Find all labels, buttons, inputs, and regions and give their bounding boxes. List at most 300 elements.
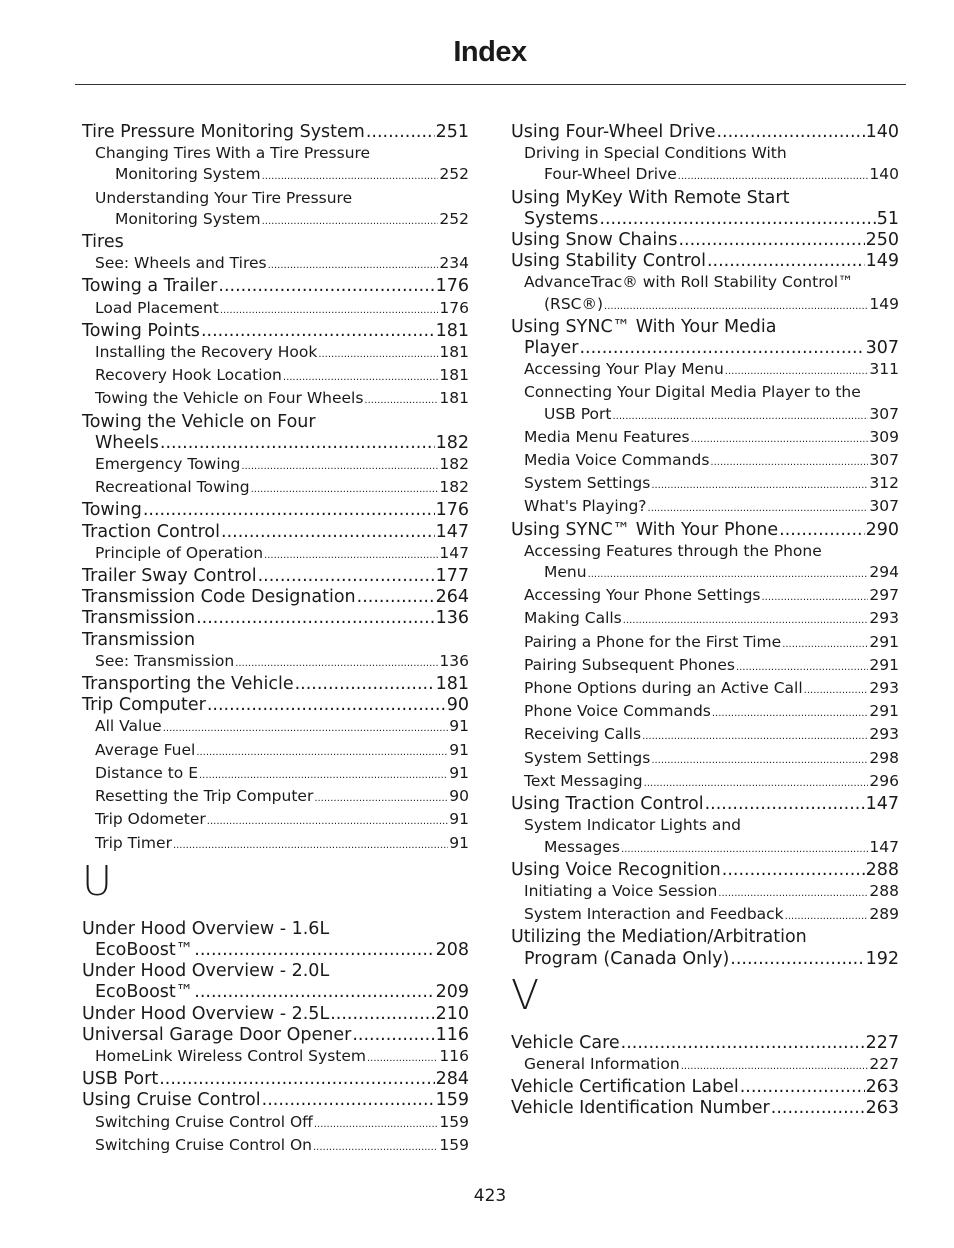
entry-text: Making Calls [524, 609, 622, 628]
index-entry [82, 940, 469, 961]
entry-text: Phone Options during an Active Call [524, 679, 803, 698]
dot-leader [283, 367, 439, 388]
index-entry [511, 338, 899, 359]
dot-leader [201, 321, 435, 342]
dot-leader [604, 296, 868, 317]
index-entry [82, 982, 469, 1003]
index-entry [82, 122, 469, 143]
entry-text: Menu [544, 563, 587, 582]
entry-page-number: 192 [865, 948, 899, 969]
dot-leader [220, 300, 439, 321]
entry-text: Using SYNC™ With Your Media [511, 316, 777, 337]
entry-text: General Information [524, 1054, 680, 1073]
index-entry [82, 276, 469, 297]
entry-page-number: 90 [449, 787, 469, 806]
entry-text: Switching Cruise Control On [95, 1135, 312, 1154]
entry-text: See: Wheels and Tires [95, 254, 267, 273]
index-subentry [82, 716, 469, 739]
entry-text: Text Messaging [524, 771, 643, 790]
entry-page-number: 181 [439, 366, 469, 385]
entry-text: (RSC®) [544, 294, 604, 313]
dot-leader [196, 742, 448, 763]
dot-leader [730, 949, 864, 970]
dot-leader [621, 839, 868, 860]
dot-leader [623, 610, 869, 631]
entry-text: Driving in Special Conditions With [524, 144, 787, 163]
index-entry [82, 321, 469, 342]
entry-page-number: 182 [435, 432, 469, 453]
entry-text: Accessing Your Phone Settings [524, 586, 761, 605]
index-subentry [511, 294, 899, 317]
index-entry [511, 251, 899, 272]
dot-leader [143, 500, 435, 521]
index-subentry [511, 904, 899, 927]
index-entry [82, 695, 469, 716]
dot-leader [648, 498, 869, 519]
entry-text: Using MyKey With Remote Start [511, 187, 790, 208]
index-subentry [511, 881, 899, 904]
entry-text: Using Voice Recognition [511, 859, 721, 880]
dot-leader [262, 166, 439, 187]
index-subentry [82, 651, 469, 674]
index-subentry [82, 298, 469, 321]
entry-page-number: 91 [449, 810, 469, 829]
entry-page-number: 252 [439, 209, 469, 228]
index-entry [511, 949, 899, 970]
entry-text: Towing a Trailer [82, 276, 218, 297]
entry-page-number: 159 [439, 1135, 469, 1154]
section-letter: U [82, 856, 113, 905]
entry-page-number: 177 [435, 566, 469, 587]
index-subentry [82, 763, 469, 786]
dot-leader [314, 788, 448, 809]
entry-text: Program (Canada Only) [524, 948, 730, 969]
index-subentry [511, 562, 899, 585]
entry-text: Vehicle Identification Number [511, 1098, 770, 1119]
entry-page-number: 147 [439, 543, 469, 562]
dot-leader [163, 718, 449, 739]
dot-leader [678, 230, 864, 251]
index-subentry [511, 608, 899, 631]
entry-text: Trip Odometer [95, 810, 206, 829]
index-subentry [511, 837, 899, 860]
index-entry [511, 794, 899, 815]
entry-text: Connecting Your Digital Media Player to the [524, 383, 861, 402]
entry-text: Using Traction Control [511, 794, 704, 815]
dot-leader [588, 564, 869, 585]
entry-text: Pairing Subsequent Phones [524, 655, 735, 674]
entry-text: All Value [95, 717, 162, 736]
entry-text: Transmission Code Designation [82, 587, 356, 608]
index-subentry [82, 388, 469, 411]
index-subentry [82, 209, 469, 232]
dot-leader [221, 522, 435, 543]
dot-leader [716, 122, 864, 143]
index-entry [511, 230, 899, 251]
dot-leader [782, 634, 868, 655]
entry-text: What's Playing? [524, 497, 647, 516]
entry-page-number: 149 [869, 294, 899, 313]
entry-page-number: 176 [439, 298, 469, 317]
index-subentry [82, 740, 469, 763]
index-subentry [511, 382, 899, 403]
entry-page-number: 208 [435, 939, 469, 960]
index-entry [511, 317, 899, 338]
entry-text: Under Hood Overview - 1.6L [82, 918, 330, 939]
index-subentry [82, 1112, 469, 1135]
entry-text: Towing the Vehicle on Four Wheels [95, 389, 364, 408]
entry-page-number: 91 [449, 740, 469, 759]
entry-text: System Settings [524, 748, 651, 767]
entry-page-number: 297 [869, 586, 899, 605]
entry-text: Tires [82, 232, 124, 253]
entry-text: HomeLink Wireless Control System [95, 1046, 366, 1065]
entry-text: Recovery Hook Location [95, 366, 282, 385]
dot-leader [718, 883, 868, 904]
entry-text: Monitoring System [115, 209, 261, 228]
entry-text: Changing Tires With a Tire Pressure [95, 144, 371, 163]
entry-text: Towing [82, 500, 142, 521]
index-subentry [82, 1135, 469, 1158]
dot-leader [366, 122, 435, 143]
dot-leader [722, 860, 865, 881]
dot-leader [612, 406, 868, 427]
dot-leader [762, 587, 869, 608]
dot-leader [678, 166, 869, 187]
dot-leader [736, 657, 868, 678]
entry-page-number: 252 [439, 165, 469, 184]
entry-page-number: 90 [446, 695, 469, 716]
dot-leader [771, 1098, 865, 1119]
index-subentry [511, 724, 899, 747]
entry-text: Under Hood Overview - 2.0L [82, 961, 330, 982]
index-column-right [511, 122, 899, 1120]
entry-page-number: 264 [435, 587, 469, 608]
entry-text: System Interaction and Feedback [524, 905, 784, 924]
index-entry [82, 630, 469, 651]
dot-leader [194, 940, 434, 961]
index-entry [511, 520, 899, 541]
entry-text: Distance to E [95, 763, 198, 782]
index-subentry [511, 771, 899, 794]
entry-page-number: 290 [865, 519, 899, 540]
dot-leader [313, 1137, 438, 1158]
entry-page-number: 149 [865, 251, 899, 272]
dot-leader [251, 479, 439, 500]
entry-text: Using Four-Wheel Drive [511, 122, 716, 142]
entry-page-number: 309 [869, 427, 899, 446]
entry-page-number: 291 [869, 702, 899, 721]
entry-text: Installing the Recovery Hook [95, 343, 318, 362]
page-title: Index [453, 36, 527, 68]
entry-page-number: 181 [435, 674, 469, 695]
entry-page-number: 136 [439, 651, 469, 670]
entry-text: Trailer Sway Control [82, 566, 257, 587]
index-subentry [511, 655, 899, 678]
dot-leader [268, 255, 439, 276]
index-entry [511, 927, 899, 948]
entry-page-number: 251 [435, 122, 469, 142]
index-subentry [82, 164, 469, 187]
entry-page-number: 181 [439, 343, 469, 362]
dot-leader [314, 1114, 439, 1135]
index-entry [82, 1090, 469, 1111]
dot-leader [262, 1090, 435, 1111]
entry-text: Wheels [95, 432, 159, 453]
entry-text: Media Menu Features [524, 427, 690, 446]
title-divider [75, 84, 906, 85]
entry-page-number: 91 [449, 717, 469, 736]
index-subentry [511, 632, 899, 655]
dot-leader [621, 1033, 865, 1054]
entry-text: Under Hood Overview - 2.5L [82, 1003, 330, 1024]
entry-page-number: 296 [869, 771, 899, 790]
entry-page-number: 294 [869, 563, 899, 582]
dot-leader [651, 475, 868, 496]
dot-leader [264, 545, 438, 566]
index-entry [511, 1033, 899, 1054]
index-subentry [511, 701, 899, 724]
index-entry [82, 433, 469, 454]
entry-page-number: 91 [449, 833, 469, 852]
entry-text: System Indicator Lights and [524, 816, 741, 835]
entry-text: Systems [524, 208, 599, 229]
entry-page-number: 182 [439, 478, 469, 497]
entry-page-number: 263 [865, 1077, 899, 1098]
entry-page-number: 293 [869, 609, 899, 628]
entry-text: Towing the Vehicle on Four [82, 411, 316, 432]
entry-page-number: 298 [869, 748, 899, 767]
index-entry [82, 412, 469, 433]
index-subentry [511, 359, 899, 382]
index-subentry [82, 809, 469, 832]
dot-leader [707, 251, 865, 272]
index-subentry [511, 272, 899, 293]
entry-page-number: 147 [435, 521, 469, 542]
dot-leader [196, 608, 435, 629]
dot-leader [681, 1056, 869, 1077]
index-entry [511, 860, 899, 881]
dot-leader [318, 344, 438, 365]
index-subentry [511, 143, 899, 164]
entry-text: AdvanceTrac® with Roll Stability Control™ [524, 273, 854, 292]
entry-text: EcoBoost™ [95, 939, 194, 960]
dot-leader [642, 726, 868, 747]
dot-leader [740, 1077, 865, 1098]
dot-leader [599, 209, 875, 230]
index-entry [82, 232, 469, 253]
entry-page-number: 91 [449, 763, 469, 782]
entry-text: USB Port [544, 404, 612, 423]
entry-text: Using Cruise Control [82, 1090, 261, 1111]
dot-leader [241, 456, 438, 477]
index-entry [511, 122, 899, 143]
index-subentry [511, 473, 899, 496]
index-entry [82, 608, 469, 629]
index-entry [82, 1069, 469, 1090]
entry-page-number: 307 [869, 451, 899, 470]
dot-leader [785, 906, 869, 927]
index-subentry [82, 253, 469, 276]
entry-text: Using Stability Control [511, 251, 706, 272]
entry-text: Principle of Operation [95, 543, 264, 562]
dot-leader [258, 566, 435, 587]
entry-text: Vehicle Certification Label [511, 1077, 739, 1098]
index-entry [511, 209, 899, 230]
entry-page-number: 307 [869, 497, 899, 516]
index-entry [82, 566, 469, 587]
index-subentry [511, 164, 899, 187]
index-subentry [511, 678, 899, 701]
entry-text: Pairing a Phone for the First Time [524, 632, 782, 651]
dot-leader [705, 794, 865, 815]
entry-page-number: 210 [435, 1003, 469, 1024]
dot-leader [262, 211, 439, 232]
entry-page-number: 289 [869, 905, 899, 924]
dot-leader [207, 811, 448, 832]
entry-text: Phone Voice Commands [524, 702, 711, 721]
entry-text: System Settings [524, 474, 651, 493]
dot-leader [159, 1069, 434, 1090]
index-subentry [82, 543, 469, 566]
entry-page-number: 291 [869, 632, 899, 651]
entry-text: USB Port [82, 1069, 159, 1090]
entry-page-number: 293 [869, 679, 899, 698]
entry-page-number: 140 [869, 165, 899, 184]
entry-page-number: 284 [435, 1069, 469, 1090]
entry-text: Transmission [82, 629, 196, 650]
index-subentry [511, 585, 899, 608]
dot-leader [352, 1025, 434, 1046]
index-entry [82, 1004, 469, 1025]
entry-page-number: 136 [435, 608, 469, 629]
index-entry [82, 1025, 469, 1046]
entry-page-number: 291 [869, 655, 899, 674]
index-entry [82, 919, 469, 940]
entry-page-number: 159 [439, 1112, 469, 1131]
index-column-left [82, 122, 469, 1158]
entry-text: Trip Timer [95, 833, 172, 852]
dot-leader [194, 982, 434, 1003]
dot-leader [173, 835, 448, 856]
index-entry [82, 961, 469, 982]
index-subentry [511, 815, 899, 836]
dot-leader [160, 433, 435, 454]
entry-text: Initiating a Voice Session [524, 881, 718, 900]
dot-leader [357, 587, 435, 608]
entry-text: Using SYNC™ With Your Phone [511, 519, 779, 540]
index-subentry [82, 786, 469, 809]
entry-text: Trip Computer [82, 695, 206, 716]
entry-text: Load Placement [95, 298, 219, 317]
entry-text: Player [524, 338, 579, 359]
entry-text: Media Voice Commands [524, 451, 710, 470]
index-subentry [82, 365, 469, 388]
index-subentry [511, 1054, 899, 1077]
entry-page-number: 234 [439, 254, 469, 273]
entry-text: Monitoring System [115, 165, 261, 184]
dot-leader [295, 674, 435, 695]
index-entry [511, 188, 899, 209]
entry-text: Using Snow Chains [511, 230, 678, 251]
entry-text: Messages [544, 837, 621, 856]
dot-leader [651, 750, 868, 771]
entry-page-number: 176 [435, 276, 469, 297]
index-subentry [82, 143, 469, 164]
entry-page-number: 181 [435, 320, 469, 341]
entry-text: See: Transmission [95, 651, 235, 670]
entry-page-number: 176 [435, 500, 469, 521]
index-subentry [511, 496, 899, 519]
dot-leader [644, 773, 869, 794]
index-subentry [511, 450, 899, 473]
entry-text: Traction Control [82, 521, 221, 542]
index-entry [82, 587, 469, 608]
entry-page-number: 116 [439, 1046, 469, 1065]
entry-text: Towing Points [82, 320, 200, 341]
section-letter: V [511, 970, 540, 1019]
index-subentry [82, 477, 469, 500]
entry-page-number: 181 [439, 389, 469, 408]
entry-page-number: 116 [435, 1024, 469, 1045]
entry-page-number: 293 [869, 725, 899, 744]
entry-page-number: 147 [865, 794, 899, 815]
index-subentry [82, 342, 469, 365]
index-entry [82, 522, 469, 543]
entry-page-number: 227 [869, 1054, 899, 1073]
entry-text: Understanding Your Tire Pressure [95, 188, 353, 207]
entry-page-number: 209 [435, 982, 469, 1003]
index-subentry [511, 748, 899, 771]
entry-text: Accessing Features through the Phone [524, 541, 822, 560]
entry-page-number: 250 [865, 230, 899, 251]
entry-page-number: 159 [435, 1090, 469, 1111]
entry-text: Emergency Towing [95, 455, 241, 474]
entry-page-number: 227 [865, 1032, 899, 1053]
index-entry [511, 1098, 899, 1119]
entry-text: Accessing Your Play Menu [524, 360, 724, 379]
entry-text: Recreational Towing [95, 478, 250, 497]
entry-text: Transmission [82, 608, 196, 629]
entry-text: Transporting the Vehicle [82, 674, 294, 695]
index-subentry [511, 541, 899, 562]
dot-leader [235, 653, 438, 674]
index-subentry [511, 427, 899, 450]
dot-leader [199, 765, 448, 786]
entry-page-number: 140 [865, 122, 899, 142]
index-entry [82, 674, 469, 695]
entry-page-number: 182 [439, 455, 469, 474]
dot-leader [779, 520, 864, 541]
entry-page-number: 51 [876, 208, 899, 229]
entry-page-number: 147 [869, 837, 899, 856]
entry-text: Universal Garage Door Opener [82, 1024, 352, 1045]
dot-leader [330, 1004, 434, 1025]
dot-leader [725, 361, 869, 382]
page-number: 423 [473, 1186, 507, 1206]
dot-leader [579, 338, 864, 359]
index-subentry [511, 404, 899, 427]
dot-leader [712, 703, 869, 724]
dot-leader [691, 429, 869, 450]
entry-page-number: 263 [865, 1098, 899, 1119]
entry-text: Receiving Calls [524, 725, 642, 744]
entry-page-number: 288 [869, 881, 899, 900]
entry-text: Switching Cruise Control Off [95, 1112, 313, 1131]
index-subentry [82, 1046, 469, 1069]
entry-text: EcoBoost™ [95, 982, 194, 1003]
entry-text: Tire Pressure Monitoring System [82, 122, 365, 142]
